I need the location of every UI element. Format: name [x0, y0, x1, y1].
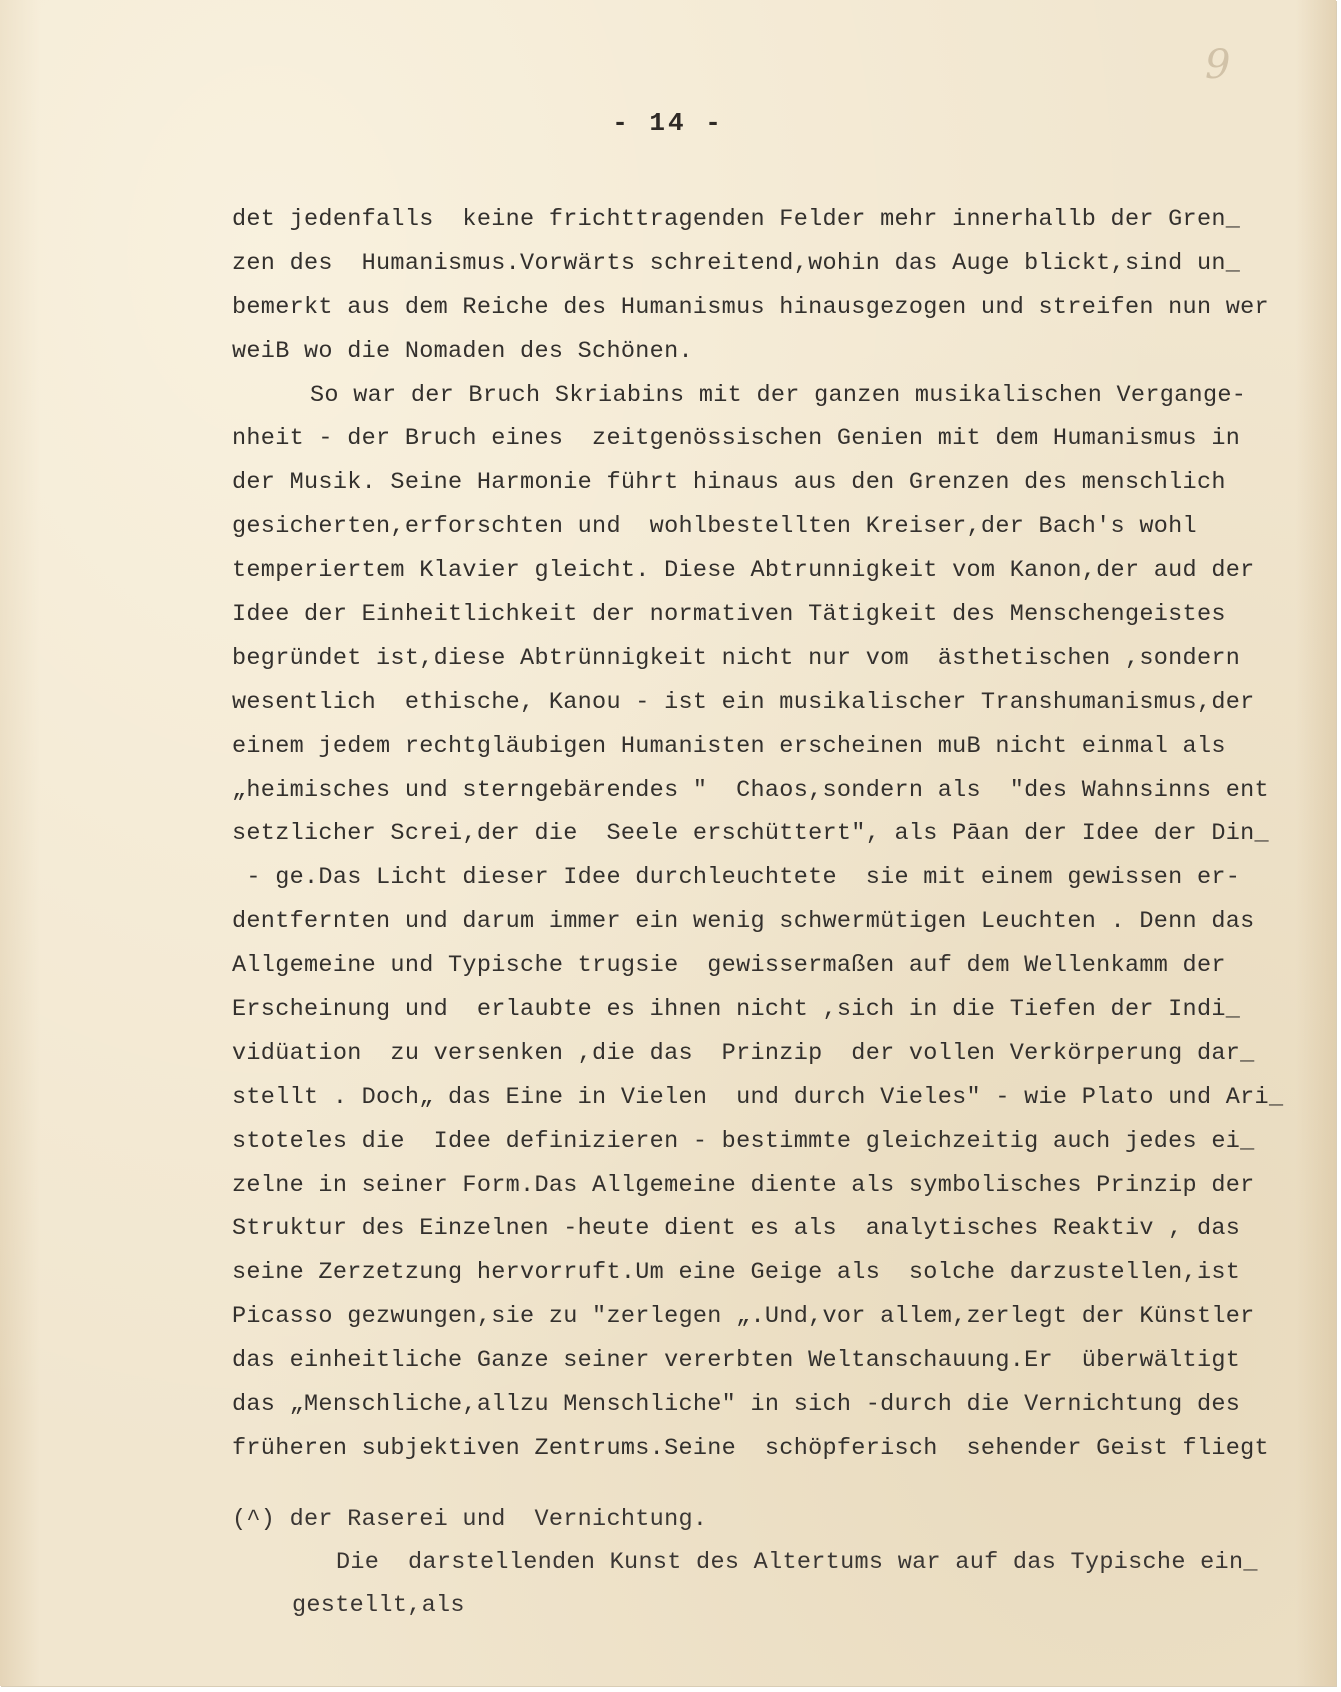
text-line: Allgemeine und Typische trugsie gewissermaßen auf dem Wellenkamm der — [232, 952, 1226, 980]
text-line: stellt . Doch„ das Eine in Vielen und durch Vieles" - wie Plato und Ari_ — [232, 1083, 1284, 1111]
text-line: nheit - der Bruch eines zeitgenössischen Genien mit dem Humanismus in — [232, 425, 1241, 453]
text-line: begründet ist,diese Abtrünnigkeit nicht nur vom ästhetischen ,sondern — [232, 644, 1241, 672]
text-line: Erscheinung und erlaubte es ihnen nicht ,sich in die Tiefen der Indi_ — [232, 996, 1241, 1024]
text-line: wesentlich ethische, Kanou - ist ein musikalischer Transhumanismus,der — [232, 688, 1255, 716]
footnote-line: gestellt,als — [292, 1592, 465, 1619]
text-line: „heimisches und sterngebärendes " Chaos,sondern als "des Wahnsinns ent — [232, 776, 1269, 804]
text-line: det jedenfalls keine frichttragenden Felder mehr innerhallb der Gren_ — [232, 206, 1241, 233]
text-line: - ge.Das Licht dieser Idee durchleuchtete sie mit einem gewissen er- — [232, 864, 1241, 892]
footnote-line: Die darstellenden Kunst des Altertums war auf das Typische ein_ — [336, 1549, 1258, 1576]
footnote — [232, 1498, 1332, 1627]
text-line: So war der Bruch Skriabins mit der ganzen musikalischen Vergange- — [310, 381, 1247, 409]
text-line: stoteles die Idee definizieren - bestimmte gleichzeitig auch jedes ei_ — [232, 1127, 1255, 1155]
text-line: gesicherten,erforschten und wohlbestellten Kreiser,der Bach's wohl — [232, 513, 1197, 541]
corner-pencil-mark: 9 — [1205, 42, 1231, 88]
text-line: das „Menschliche,allzu Menschliche" in sich -durch die Vernichtung des — [232, 1391, 1241, 1419]
text-line: Idee der Einheitlichkeit der normativen Tätigkeit des Menschengeistes — [232, 601, 1226, 629]
text-line: Picasso gezwungen,sie zu "zerlegen „.Und,vor allem,zerlegt der Künstler — [232, 1303, 1255, 1331]
text-line: der Musik. Seine Harmonie führt hinaus aus den Grenzen des menschlich — [232, 469, 1226, 497]
text-line: setzlicher Screi,der die Seele erschüttert", als Pāan der Idee der Din_ — [232, 820, 1269, 848]
text-line: einem jedem rechtgläubigen Humanisten erscheinen muB nicht einmal als — [232, 732, 1226, 760]
text-line: zen des Humanismus.Vorwärts schreitend,wohin das Auge blickt,sind un_ — [232, 249, 1241, 277]
text-line: vidüation zu versenken ,die das Prinzip der vollen Verkörperung dar_ — [232, 1039, 1255, 1067]
body-text — [232, 198, 1332, 1471]
page-number: - 14 - — [612, 108, 724, 138]
text-line: bemerkt aus dem Reiche des Humanismus hinausgezogen und streifen nun wer — [232, 293, 1269, 321]
text-line: seine Zerzetzung hervorruft.Um eine Geige als solche darzustellen,ist — [232, 1259, 1241, 1287]
text-line: früheren subjektiven Zentrums.Seine schöpferisch sehender Geist fliegt — [232, 1434, 1269, 1462]
text-line: das einheitliche Ganze seiner vererbten Weltanschauung.Er überwältigt — [232, 1347, 1241, 1375]
text-line: Struktur des Einzelnen -heute dient es als analytisches Reaktiv , das — [232, 1215, 1241, 1243]
text-line: temperiertem Klavier gleicht. Diese Abtrunnigkeit vom Kanon,der aud der — [232, 557, 1255, 585]
text-line: dentfernten und darum immer ein wenig schwermütigen Leuchten . Denn das — [232, 908, 1255, 936]
footnote-line: (^) der Raserei und Vernichtung. — [232, 1506, 708, 1533]
text-line: zelne in seiner Form.Das Allgemeine diente als symbolisches Prinzip der — [232, 1171, 1255, 1199]
text-line: weiB wo die Nomaden des Schönen. — [232, 337, 693, 365]
